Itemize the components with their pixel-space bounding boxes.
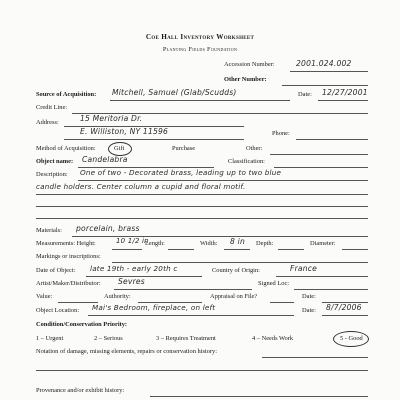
country-value: France bbox=[290, 264, 318, 273]
method-other: Other: bbox=[246, 145, 263, 152]
length-label: Length: bbox=[145, 240, 165, 247]
location-date-value: 8/7/2006 bbox=[326, 303, 362, 312]
value-label: Value: bbox=[36, 293, 53, 300]
materials-label: Materials: bbox=[36, 227, 62, 234]
markings-line bbox=[112, 262, 368, 263]
condition-option-1: 1 – Urgent bbox=[36, 335, 64, 342]
condition-option-5: 5 - Good bbox=[340, 335, 363, 342]
description-rule2 bbox=[36, 194, 368, 195]
width-label: Width: bbox=[200, 240, 218, 247]
address-label: Address: bbox=[36, 119, 59, 126]
date-acq-line bbox=[318, 100, 368, 101]
date-object-label: Date of Object: bbox=[36, 267, 76, 274]
source-value: Mitchell, Samuel (Glab/Scudds) bbox=[112, 88, 237, 97]
phone-line bbox=[296, 139, 368, 140]
description-rule1 bbox=[78, 180, 368, 181]
condition-selected-circle bbox=[333, 331, 369, 347]
value-date-label: Date: bbox=[302, 293, 316, 300]
provenance-line bbox=[150, 396, 368, 397]
country-line bbox=[276, 276, 368, 277]
worksheet-title: Coe Hall Inventory Worksheet bbox=[145, 33, 255, 41]
diameter-line bbox=[342, 249, 368, 250]
description-line2: candle holders. Center column a cupid and floral motif. bbox=[36, 182, 246, 191]
artist-value: Sevres bbox=[118, 277, 145, 286]
markings-label: Markings or inscriptions: bbox=[36, 253, 101, 260]
description-label: Description: bbox=[36, 171, 68, 178]
date-acq-value: 12/27/2001 bbox=[322, 88, 368, 97]
source-label: Source of Acquisition: bbox=[36, 91, 97, 98]
length-line bbox=[168, 249, 194, 250]
country-label: Country of Origin: bbox=[212, 267, 260, 274]
address-line2: E. Williston, NY 11596 bbox=[80, 127, 169, 136]
location-date-label: Date: bbox=[302, 307, 316, 314]
appraisal-line bbox=[270, 302, 294, 303]
condition-option-3: 3 – Requires Treatment bbox=[156, 335, 216, 342]
location-line bbox=[88, 315, 294, 316]
other-number-label: Other Number: bbox=[224, 76, 267, 83]
object-name-label: Object name: bbox=[36, 158, 74, 165]
credit-line-label: Credit Line: bbox=[36, 104, 68, 111]
location-date-line bbox=[322, 315, 368, 316]
source-line bbox=[110, 100, 290, 101]
method-purchase: Purchase bbox=[172, 145, 196, 152]
phone-label: Phone: bbox=[272, 130, 290, 137]
description-rule4 bbox=[36, 218, 368, 219]
diameter-label: Diameter: bbox=[310, 240, 336, 247]
signed-line bbox=[294, 289, 368, 290]
width-line bbox=[224, 249, 250, 250]
accession-line bbox=[290, 71, 368, 72]
description-rule3 bbox=[36, 206, 368, 207]
notation-label: Notation of damage, missing elements, repairs or conservation history: bbox=[36, 348, 218, 355]
method-other-line bbox=[270, 154, 368, 155]
accession-label: Accession Number: bbox=[224, 61, 275, 68]
signed-label: Signed Loc: bbox=[258, 280, 290, 287]
address-line1: 15 Meritoria Dr. bbox=[80, 114, 143, 123]
materials-value: porcelain, brass bbox=[76, 224, 140, 233]
worksheet-subtitle: Planting Fields Foundation bbox=[162, 46, 238, 53]
accession-value: 2001.024.002 bbox=[296, 59, 352, 68]
classification-line bbox=[274, 167, 368, 168]
provenance-label: Provenance and/or exhibit history: bbox=[36, 387, 125, 394]
gift-selected-circle bbox=[108, 142, 132, 156]
height-value: 10 1/2 in bbox=[116, 237, 149, 245]
measurements-label: Measurements: Height: bbox=[36, 240, 96, 247]
description-line1: One of two - Decorated brass, leading up to two blue bbox=[80, 168, 282, 177]
depth-label: Depth: bbox=[256, 240, 274, 247]
other-number-line bbox=[282, 85, 368, 86]
artist-label: Artist/Maker/Distributor: bbox=[36, 280, 101, 287]
classification-label: Classification: bbox=[228, 158, 265, 165]
method-gift: Gift bbox=[114, 145, 125, 152]
condition-option-2: 2 – Serious bbox=[94, 335, 123, 342]
appraisal-label: Appraisal on File? bbox=[210, 293, 258, 300]
notation-line1 bbox=[262, 357, 368, 358]
address-line2-rule bbox=[64, 139, 244, 140]
location-value: Mai's Bedroom, fireplace, on left bbox=[92, 303, 216, 312]
date-object-value: late 19th - early 20th c bbox=[90, 264, 178, 273]
artist-line bbox=[114, 289, 252, 290]
authority-label: Authority: bbox=[104, 293, 131, 300]
notation-line2 bbox=[36, 370, 368, 371]
condition-option-4: 4 – Needs Work bbox=[252, 335, 294, 342]
condition-title: Condition/Conservation Priority: bbox=[36, 321, 128, 328]
height-line bbox=[112, 249, 142, 250]
object-name-value: Candelabra bbox=[82, 155, 128, 164]
depth-line bbox=[278, 249, 304, 250]
method-label: Method of Acquisition: bbox=[36, 145, 96, 152]
width-value: 8 in bbox=[230, 237, 245, 246]
date-acq-label: Date: bbox=[298, 91, 312, 98]
location-label: Object Location: bbox=[36, 307, 80, 314]
